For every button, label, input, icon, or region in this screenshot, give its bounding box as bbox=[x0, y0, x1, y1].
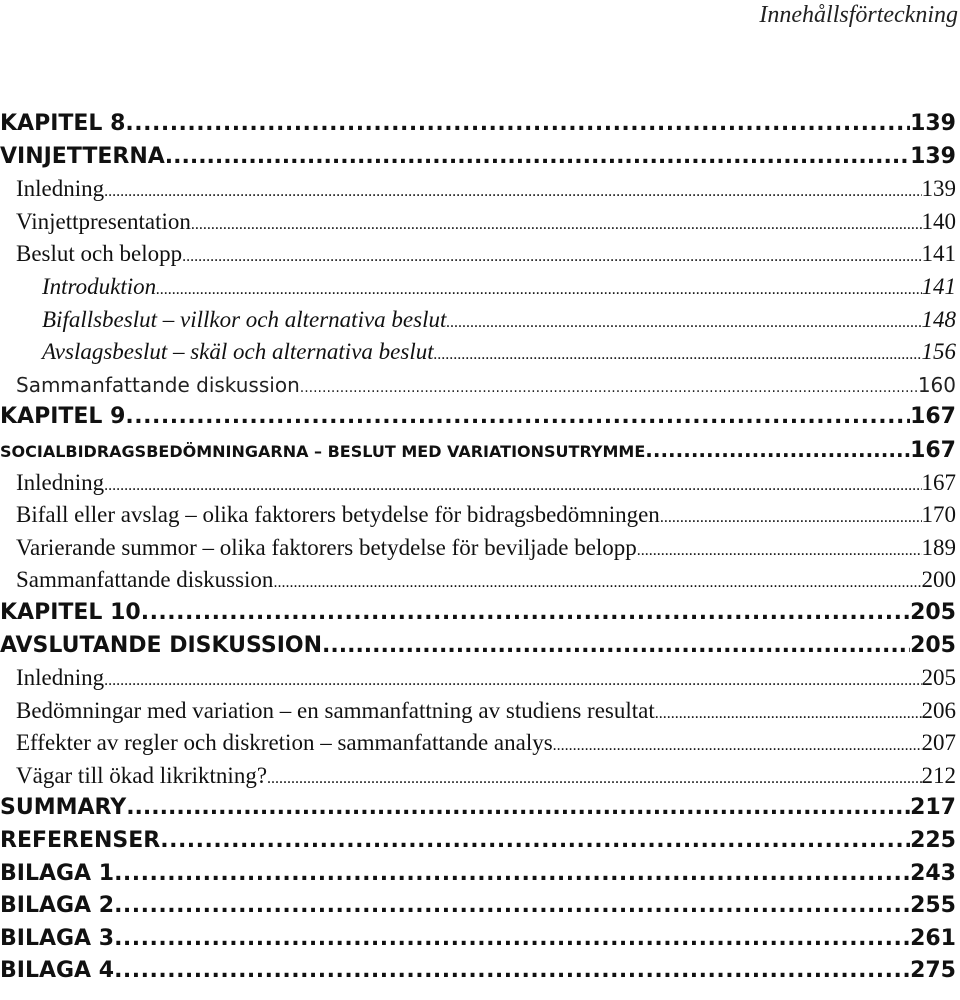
toc-entry-page-number: 205 bbox=[921, 665, 956, 691]
toc-entry[interactable] bbox=[0, 955, 956, 988]
toc-entry-page-number: 205 bbox=[910, 632, 956, 658]
toc-entry[interactable] bbox=[0, 499, 956, 532]
toc-entry-title: Bedömningar med variation – en sammanfattning av studiens resultat bbox=[16, 697, 655, 723]
toc-entry[interactable] bbox=[0, 564, 956, 597]
toc-entry[interactable] bbox=[0, 825, 956, 858]
toc-entry[interactable] bbox=[0, 662, 956, 695]
dot-leader bbox=[660, 502, 922, 535]
toc-entry-page-number: 139 bbox=[910, 143, 956, 169]
toc-entry[interactable] bbox=[0, 434, 956, 467]
dot-leader bbox=[104, 470, 921, 503]
dot-leader bbox=[645, 434, 910, 467]
dot-leader bbox=[114, 955, 910, 988]
toc-entry-page-number: 148 bbox=[921, 306, 956, 332]
toc-entry[interactable] bbox=[0, 792, 956, 825]
toc-entry[interactable] bbox=[0, 271, 956, 304]
dot-leader bbox=[182, 241, 921, 274]
dot-leader bbox=[655, 698, 922, 731]
dot-leader bbox=[104, 176, 921, 209]
dot-leader bbox=[125, 401, 910, 434]
dot-leader bbox=[191, 209, 922, 242]
toc-entry-page-number: 207 bbox=[921, 730, 956, 756]
dot-leader bbox=[446, 307, 921, 340]
toc-entry[interactable] bbox=[0, 923, 956, 956]
table-of-contents bbox=[0, 108, 956, 988]
toc-entry-title: REFERENSER bbox=[0, 828, 161, 854]
toc-entry[interactable] bbox=[0, 173, 956, 206]
toc-entry-title: Effekter av regler och diskretion – sammanfattande analys bbox=[16, 730, 553, 756]
toc-entry-title: Sammanfattande diskussion bbox=[16, 372, 300, 397]
toc-entry-title: AVSLUTANDE DISKUSSION bbox=[0, 632, 323, 658]
toc-entry[interactable] bbox=[0, 727, 956, 760]
toc-entry-page-number: 217 bbox=[910, 795, 956, 821]
toc-entry-page-number: 243 bbox=[910, 860, 956, 886]
dot-leader bbox=[637, 535, 922, 568]
toc-entry-title: Bifallsbeslut – villkor och alternativa beslut bbox=[42, 306, 447, 332]
toc-entry-title: Bifall eller avslag – olika faktorers betydelse för bidragsbedömningen bbox=[16, 502, 660, 528]
toc-entry-page-number: 261 bbox=[910, 925, 956, 951]
toc-entry-page-number: 200 bbox=[921, 567, 956, 593]
toc-entry-title: Inledning bbox=[16, 176, 105, 202]
toc-entry-title: BILAGA 1 bbox=[0, 860, 115, 886]
toc-entry-page-number: 167 bbox=[910, 404, 956, 430]
toc-entry-title: BILAGA 4 bbox=[0, 958, 115, 984]
toc-entry[interactable] bbox=[0, 108, 956, 141]
toc-entry-page-number: 141 bbox=[921, 273, 956, 299]
dot-leader bbox=[273, 567, 921, 600]
toc-entry-title: VINJETTERNA bbox=[0, 143, 165, 169]
dot-leader bbox=[104, 665, 921, 698]
toc-entry-title: Sammanfattande diskussion bbox=[16, 567, 274, 593]
toc-entry[interactable] bbox=[0, 336, 956, 369]
toc-entry[interactable] bbox=[0, 532, 956, 565]
toc-entry-page-number: 139 bbox=[910, 111, 956, 136]
toc-entry[interactable] bbox=[0, 238, 956, 271]
toc-entry-title: KAPITEL 9 bbox=[0, 404, 126, 430]
toc-entry-title: SOCIALBIDRAGSBEDÖMNINGARNA – BESLUT MED VARIATIONSUTRYMME bbox=[0, 441, 646, 461]
toc-entry[interactable] bbox=[0, 206, 956, 239]
dot-leader bbox=[165, 141, 910, 174]
dot-leader bbox=[141, 597, 910, 630]
toc-entry-title: Inledning bbox=[16, 469, 105, 495]
toc-entry[interactable] bbox=[0, 304, 956, 337]
toc-entry-title: BILAGA 3 bbox=[0, 925, 115, 951]
toc-entry-page-number: 156 bbox=[921, 339, 956, 365]
toc-entry[interactable] bbox=[0, 369, 956, 402]
dot-leader bbox=[322, 630, 910, 663]
toc-entry-page-number: 167 bbox=[921, 469, 956, 495]
toc-entry[interactable] bbox=[0, 760, 956, 793]
toc-entry[interactable] bbox=[0, 695, 956, 728]
toc-entry-page-number: 212 bbox=[921, 762, 956, 788]
toc-entry[interactable] bbox=[0, 858, 956, 891]
dot-leader bbox=[553, 730, 922, 763]
toc-entry-page-number: 206 bbox=[921, 697, 956, 723]
running-header: Innehållsförteckning bbox=[759, 2, 958, 28]
dot-leader bbox=[114, 923, 910, 956]
toc-entry-page-number: 140 bbox=[921, 208, 956, 234]
toc-entry-title: KAPITEL 8 bbox=[0, 111, 126, 136]
toc-entry-page-number: 255 bbox=[910, 893, 956, 919]
dot-leader bbox=[125, 108, 910, 141]
toc-entry-page-number: 139 bbox=[921, 176, 956, 202]
toc-entry-title: Vinjettpresentation bbox=[16, 208, 191, 234]
toc-entry[interactable] bbox=[0, 630, 956, 663]
toc-entry-title: Avslagsbeslut – skäl och alternativa beslut bbox=[42, 339, 434, 365]
toc-entry-title: Varierande summor – olika faktorers betydelse för beviljade belopp bbox=[16, 534, 637, 560]
toc-entry-title: Beslut och belopp bbox=[16, 241, 183, 267]
toc-entry-page-number: 170 bbox=[921, 502, 956, 528]
dot-leader bbox=[126, 792, 910, 825]
dot-leader bbox=[434, 339, 922, 372]
dot-leader bbox=[114, 858, 910, 891]
dot-leader bbox=[156, 274, 921, 307]
dot-leader bbox=[160, 825, 910, 858]
toc-entry-page-number: 225 bbox=[910, 828, 956, 854]
toc-entry[interactable] bbox=[0, 597, 956, 630]
dot-leader bbox=[114, 890, 910, 923]
toc-entry-title: SUMMARY bbox=[0, 795, 127, 821]
toc-entry-title: Introduktion bbox=[42, 273, 157, 299]
dot-leader bbox=[300, 372, 918, 405]
toc-entry-page-number: 275 bbox=[910, 958, 956, 984]
toc-entry-title: KAPITEL 10 bbox=[0, 599, 141, 625]
toc-entry-page-number: 160 bbox=[917, 372, 956, 397]
toc-entry-title: BILAGA 2 bbox=[0, 893, 115, 919]
toc-entry-page-number: 205 bbox=[910, 599, 956, 625]
dot-leader bbox=[267, 763, 921, 796]
toc-entry-title: Vägar till ökad likriktning? bbox=[16, 762, 268, 788]
toc-entry-page-number: 141 bbox=[921, 241, 956, 267]
toc-entry[interactable] bbox=[0, 467, 956, 500]
toc-entry[interactable] bbox=[0, 401, 956, 434]
toc-entry-page-number: 189 bbox=[921, 534, 956, 560]
toc-entry-title: Inledning bbox=[16, 665, 105, 691]
toc-entry-page-number: 167 bbox=[910, 437, 956, 463]
toc-entry[interactable] bbox=[0, 141, 956, 174]
toc-entry[interactable] bbox=[0, 890, 956, 923]
